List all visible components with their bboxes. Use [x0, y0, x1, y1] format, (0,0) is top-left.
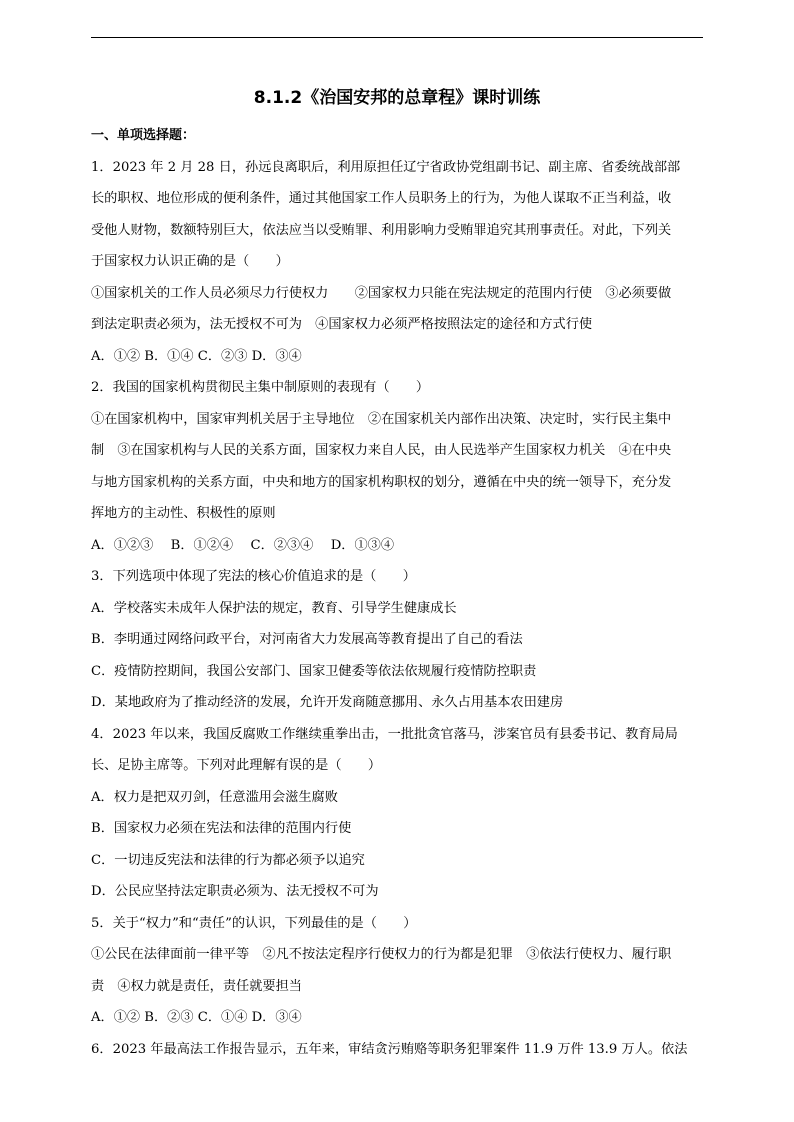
question-2-line: ①在国家机构中，国家审判机关居于主导地位 ②在国家机关内部作出决策、决定时，实行民主集中 — [91, 411, 672, 427]
question-4-option-c: C．一切违反宪法和法律的行为都必须予以追究 — [91, 852, 365, 868]
question-3-line: 3．下列选项中体现了宪法的核心价值追求的是（ ） — [91, 569, 416, 584]
question-1 — [91, 152, 711, 373]
question-1-options: A．①② B．①④ C．②③ D．③④ — [91, 348, 302, 364]
question-3-option-b: B．李明通过网络问政平台，对河南省大力发展高等教育提出了自己的看法 — [91, 632, 523, 647]
question-1-line: 1．2023 年 2 月 28 日，孙远良离职后，利用原担任辽宁省政协党组副书记、副主席、省委统战部部 — [91, 159, 681, 175]
question-5-line: 责 ④权力就是责任，责任就要担当 — [91, 978, 302, 994]
document-body — [91, 120, 711, 1065]
question-2-options: A．①②③ B．①②④ C．②③④ D．①③④ — [91, 537, 395, 553]
question-5-line: ①公民在法律面前一律平等 ②凡不按法定程序行使权力的行为都是犯罪 ③依法行使权力、履行职 — [91, 947, 672, 962]
question-5-options: A．①② B．②③ C．①④ D．③④ — [91, 1010, 302, 1025]
question-4-option-b: B．国家权力必须在宪法和法律的范围内行使 — [91, 821, 352, 836]
question-2-line: 挥地方的主动性、积极性的原则 — [91, 506, 276, 521]
question-4 — [91, 719, 711, 908]
question-5 — [91, 908, 711, 1034]
page-title: 8.1.2《治国安邦的总章程》课时训练 — [253, 88, 541, 108]
question-1-line: ①国家机关的工作人员必须尽力行使权力 ②国家权力只能在宪法规定的范围内行使 ③必须要做 — [91, 285, 672, 301]
question-2-line: 制 ③在国家机构与人民的关系方面，国家权力来自人民，由人民选举产生国家权力机关 ④在中央 — [91, 443, 672, 458]
question-4-line: 4．2023 年以来，我国反腐败工作继续重拳出击，一批批贪官落马，涉案官员有县委书记、教育局局 — [91, 726, 678, 742]
question-3-option-a: A．学校落实未成年人保护法的规定，教育、引导学生健康成长 — [91, 600, 457, 616]
question-2-line: 与地方国家机构的关系方面，中央和地方的国家机构职权的划分，遵循在中央的统一领导下，充分发 — [91, 474, 672, 490]
question-6 — [91, 1034, 711, 1066]
question-3 — [91, 561, 711, 719]
question-1-line: 长的职权、地位形成的便利条件，通过其他国家工作人员职务上的行为，为他人谋取不正当利益，收 — [91, 191, 672, 206]
question-5-line: 5．关于“权力”和“责任”的认识，下列最佳的是（ ） — [91, 915, 417, 931]
question-1-line: 到法定职责必须为，法无授权不可为 ④国家权力必须严格按照法定的途径和方式行使 — [91, 317, 593, 332]
question-1-line: 于国家权力认识正确的是（ ） — [91, 254, 289, 269]
question-2 — [91, 372, 711, 561]
question-2-line: 2．我国的国家机构贯彻民主集中制原则的表现有（ ） — [91, 380, 430, 395]
question-1-line: 受他人财物，数额特别巨大，依法应当以受贿罪、利用影响力受贿罪追究其刑事责任。对此，下列关 — [91, 222, 672, 238]
question-4-option-a: A．权力是把双刃剑，任意滥用会滋生腐败 — [91, 789, 338, 805]
question-4-line: 长、足协主席等。下列对此理解有误的是（ ） — [91, 758, 382, 773]
question-6-line: 6．2023 年最高法工作报告显示，五年来，审结贪污贿赂等职务犯罪案件 11.9 万件 13.9 万人。依法 — [91, 1041, 688, 1057]
section-heading: 一、单项选择题： — [91, 128, 196, 143]
question-4-option-d: D．公民应坚持法定职责必须为、法无授权不可为 — [91, 884, 379, 899]
question-3-option-d: D．某地政府为了推动经济的发展，允许开发商随意挪用、永久占用基本农田建房 — [91, 695, 564, 710]
question-3-option-c: C．疫情防控期间，我国公安部门、国家卫健委等依法依规履行疫情防控职责 — [91, 663, 537, 679]
header-rule — [91, 37, 703, 38]
